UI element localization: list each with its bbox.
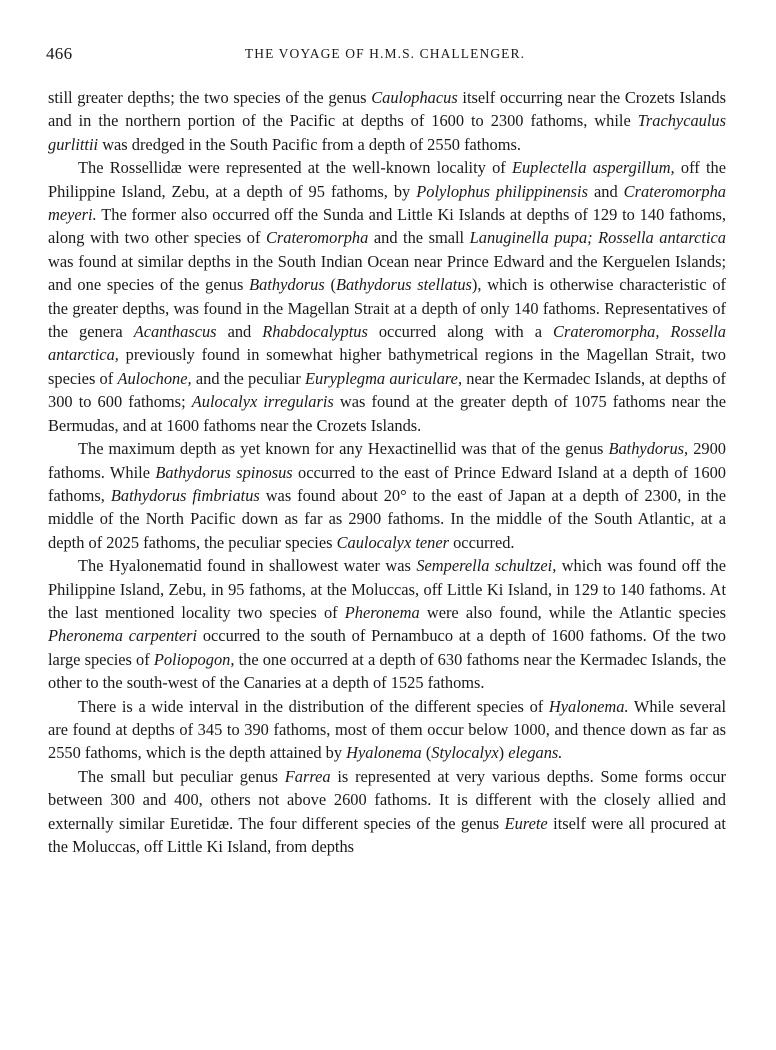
text-run: and (216, 322, 263, 342)
text-run: ( (421, 743, 432, 763)
text-run: ), which is otherwise characteristic of the greater depths, was found in the Magellan Strait at a depth of only 140 fathoms. Representatives of the genera (48, 275, 726, 342)
italic-term: Crateromorpha (266, 228, 369, 248)
italic-term: Caulophacus (371, 88, 458, 107)
italic-term: Acanthascus (133, 322, 217, 342)
italic-term: Semperella schultzei, (416, 556, 557, 576)
text-run: The former also occurred off the Sunda and Little Ki Islands at depths of 129 to 140 fathoms, along with two other species of (48, 205, 726, 248)
paragraph-1 (48, 86, 726, 156)
italic-term: Bathydorus (249, 275, 325, 295)
italic-term: Eurete (504, 813, 548, 833)
italic-term: Bathydorus stellatus (335, 275, 472, 295)
paragraph-2 (48, 156, 726, 437)
text-run: itself occurring near the Crozets Islands and in the northern portion of the Pacific at depths of 1600 to 2300 fathoms, while (48, 88, 726, 131)
text-run: occurred to the south of Pernambuco at a depth of 1600 fathoms. Of the two large species of (48, 626, 726, 669)
italic-term: Bathydorus spinosus (155, 462, 293, 482)
italic-term: Rhabdocalyptus (262, 322, 368, 342)
text-run: was found at similar depths in the South Indian Ocean near Prince Edward and the Kerguelen Islands; and one species of the genus (48, 251, 726, 295)
italic-term: Caulocalyx tener (336, 532, 449, 552)
text-run: was found about 20° to the east of Japan at a depth of 2300, in the middle of the North Pacific down as far as 2900 fathoms. In the middle of the South Atlantic, at a depth of 2025 fathoms, the peculiar species (48, 485, 726, 552)
italic-term: Euryplegma auriculare, (305, 368, 463, 388)
text-run: The Hyalonematid found in shallowest water was (78, 556, 417, 576)
text-run: occurred. (449, 532, 515, 552)
paragraph-6 (48, 765, 726, 859)
text-run: occurred to the east of Prince Edward Island at a depth of 1600 fathoms, (48, 462, 726, 505)
italic-term: elegans. (508, 743, 563, 763)
text-run: and the peculiar (191, 368, 306, 388)
italic-term: Lanuginella pupa; (469, 228, 593, 248)
italic-term: Euplectella aspergillum, (511, 158, 675, 178)
page-number: 466 (46, 44, 73, 63)
text-run: was dredged in the South Pacific from a depth of 2550 fathoms. (98, 134, 521, 154)
text-run: which was found off the Philippine Island, Zebu, in 95 fathoms, at the Moluccas, off Little Ki Island, in 129 to 140 fathoms. At the last mentioned locality two species of (48, 556, 727, 622)
italic-term: Pheronema (344, 602, 420, 622)
paragraph-4 (48, 554, 726, 694)
italic-term: Farrea (284, 766, 331, 786)
paragraph-3 (48, 437, 726, 554)
italic-term: Pheronema carpenteri (48, 626, 198, 646)
text-run: was found at the greater depth of 1075 fathoms near the Bermudas, and at 1600 fathoms near the Crozets Islands. (48, 392, 727, 435)
body-text (48, 86, 726, 858)
text-run: ( (324, 275, 336, 295)
text-run: The maximum depth as yet known for any Hexactinellid was that of the genus (78, 439, 609, 459)
italic-term: Rossella antarctica (598, 228, 727, 248)
text-run: The Rossellidæ were represented at the well-known locality of (78, 158, 512, 178)
italic-term: Aulochone, (117, 368, 192, 388)
italic-term: Hyalonema (346, 743, 422, 763)
text-run: occurred along with a (367, 322, 554, 342)
italic-term: Aulocalyx irregularis (191, 392, 334, 412)
text-run: The small but peculiar genus (78, 766, 285, 786)
italic-term: Crateromorpha meyeri. (48, 181, 726, 225)
text-run: near the Kermadec Islands, at depths of 300 to 600 fathoms; (48, 368, 726, 412)
paragraph-5 (48, 695, 726, 765)
page-header (46, 44, 724, 68)
italic-term: Polylophus philippinensis (416, 181, 588, 201)
text-run: There is a wide interval in the distribution of the different species of (78, 696, 549, 716)
text-run: While several are found at depths of 345 to 390 fathoms, most of them occur below 1000, and thence down as far as 2550 fathoms, which is the depth attained by (48, 696, 727, 763)
italic-term: Bathydorus, (608, 439, 689, 459)
text-run: still greater depths; the two species of the genus (48, 88, 372, 107)
text-run: 2900 fathoms. While (48, 439, 726, 482)
text-run: ) (498, 743, 509, 763)
text-run: and the small (368, 228, 470, 248)
italic-term: Hyalonema. (548, 696, 629, 716)
text-run: were also found, while the Atlantic species (419, 602, 726, 622)
text-run: off the Philippine Island, Zebu, at a depth of 95 fathoms, by (48, 158, 726, 201)
text-run: is represented at very various depths. Some forms occur between 300 and 400, others not above 2600 fathoms. It is different with the closely allied and externally similar Euretidæ. The four different species of the genus (48, 766, 727, 833)
italic-term: Poliopogon, (153, 649, 235, 669)
running-title: THE VOYAGE OF H.M.S. CHALLENGER. (244, 46, 526, 61)
text-run: previously found in somewhat higher bathymetrical regions in the Magellan Strait, two species of (48, 345, 726, 388)
italic-term: Stylocalyx (431, 743, 499, 763)
italic-term: Bathydorus fimbriatus (110, 485, 260, 505)
italic-term: Crateromorpha, Rossella antarctica, (48, 322, 726, 365)
text-run: itself were all procured at the Moluccas, off Little Ki Island, from depths (48, 813, 726, 856)
italic-term: Trachycaulus gurlittii (48, 111, 726, 154)
text-run: the one occurred at a depth of 630 fathoms near the Kermadec Islands, the other to the south-west of the Canaries at a depth of 1525 fathoms. (48, 649, 726, 693)
text-run: and (587, 181, 624, 201)
